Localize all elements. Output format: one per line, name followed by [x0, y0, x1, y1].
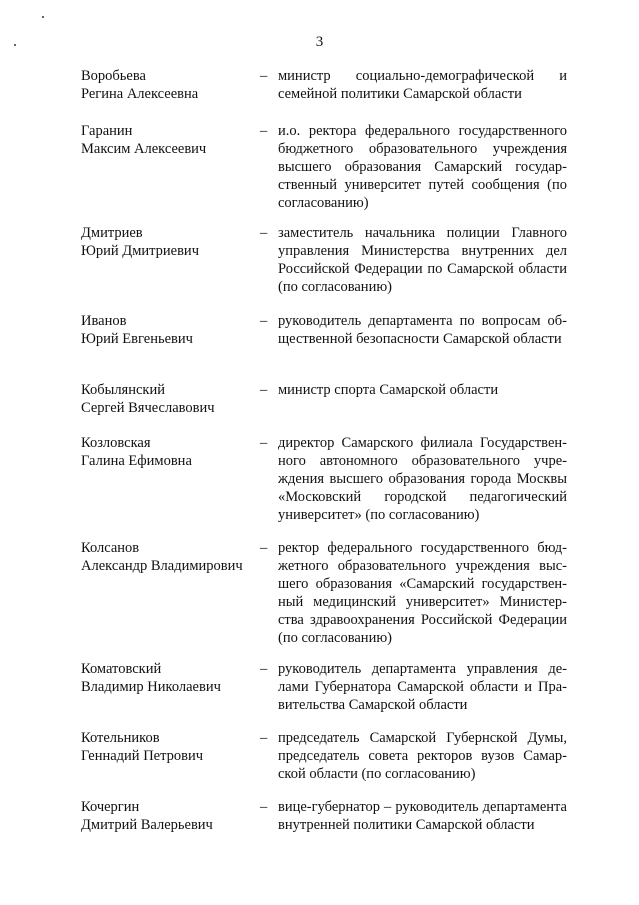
- member-surname: Дмитриев: [81, 225, 143, 241]
- member-name: [81, 434, 261, 470]
- member-given-names: Регина Алексеевна: [81, 86, 199, 102]
- member-position: руководитель департамента управления делами Губернатора Самарской области и Правительства Самарской области: [278, 661, 567, 713]
- member-surname: Котельников: [81, 730, 160, 746]
- dash-separator: –: [260, 123, 268, 139]
- member-position: руководитель департамента по вопросам общественной безопасности Самарской области: [278, 313, 567, 347]
- scan-speck: [42, 16, 44, 18]
- member-given-names: Юрий Евгеньевич: [81, 331, 193, 347]
- dash-separator: –: [260, 225, 268, 241]
- dash-separator: –: [260, 799, 268, 815]
- member-given-names: Юрий Дмитриевич: [81, 243, 199, 259]
- member-name: [81, 798, 261, 834]
- dash-separator: –: [260, 313, 268, 329]
- member-surname: Воробьева: [81, 68, 146, 84]
- member-surname: Коматовский: [81, 661, 162, 677]
- member-surname: Колсанов: [81, 540, 140, 556]
- member-surname: Иванов: [81, 313, 127, 329]
- member-given-names: Владимир Николаевич: [81, 679, 221, 695]
- member-given-names: Сергей Вячеславович: [81, 400, 215, 416]
- member-name: [81, 539, 261, 575]
- member-position: заместитель начальника полиции Главного управления Министерства внутренних дел Российской Федерации по Самарской области (по согласованию): [278, 225, 567, 295]
- dash-separator: –: [260, 435, 268, 451]
- dash-separator: –: [260, 540, 268, 556]
- member-position: министр социально-демографической и семейной политики Самарской области: [278, 68, 567, 102]
- dash-separator: –: [260, 382, 268, 398]
- dash-separator: –: [260, 68, 268, 84]
- dash-separator: –: [260, 661, 268, 677]
- member-name: [81, 224, 261, 260]
- member-name: [81, 67, 261, 103]
- member-surname: Гаранин: [81, 123, 133, 139]
- member-name: [81, 312, 261, 348]
- member-position: директор Самарского филиала Государственного автономного образовательного учреждения высшего образования города Москвы «Московский городской педагогический университет» (по согласованию): [278, 435, 567, 523]
- member-position: председатель Самарской Губернской Думы, председатель совета ректоров вузов Самарской области (по согласованию): [278, 730, 567, 782]
- member-given-names: Галина Ефимовна: [81, 453, 192, 469]
- member-surname: Кочергин: [81, 799, 140, 815]
- member-name: [81, 381, 261, 417]
- member-surname: Козловская: [81, 435, 151, 451]
- member-name: [81, 729, 261, 765]
- member-name: [81, 660, 261, 696]
- dash-separator: –: [260, 730, 268, 746]
- member-name: [81, 122, 261, 158]
- page-number: 3: [315, 34, 324, 50]
- member-surname: Кобылянский: [81, 382, 165, 398]
- member-given-names: Максим Алексеевич: [81, 141, 207, 157]
- member-given-names: Александр Владимирович: [81, 558, 243, 574]
- member-given-names: Дмитрий Валерьевич: [81, 817, 213, 833]
- member-position: ректор федерального государственного бюджетного образовательного учреждения высшего образования «Самарский государственный медицинский университет» Министерства здравоохранения Российской Федерации (по согласованию): [278, 540, 567, 646]
- member-position: вице-губернатор – руководитель департамента внутренней политики Самарской области: [278, 799, 567, 833]
- member-given-names: Геннадий Петрович: [81, 748, 204, 764]
- member-position: министр спорта Самарской области: [278, 382, 499, 398]
- member-position: и.о. ректора федерального государственного бюджетного образовательного учреждения высшего образования Самарский государственный университет путей сообщения (по согласованию): [278, 123, 567, 211]
